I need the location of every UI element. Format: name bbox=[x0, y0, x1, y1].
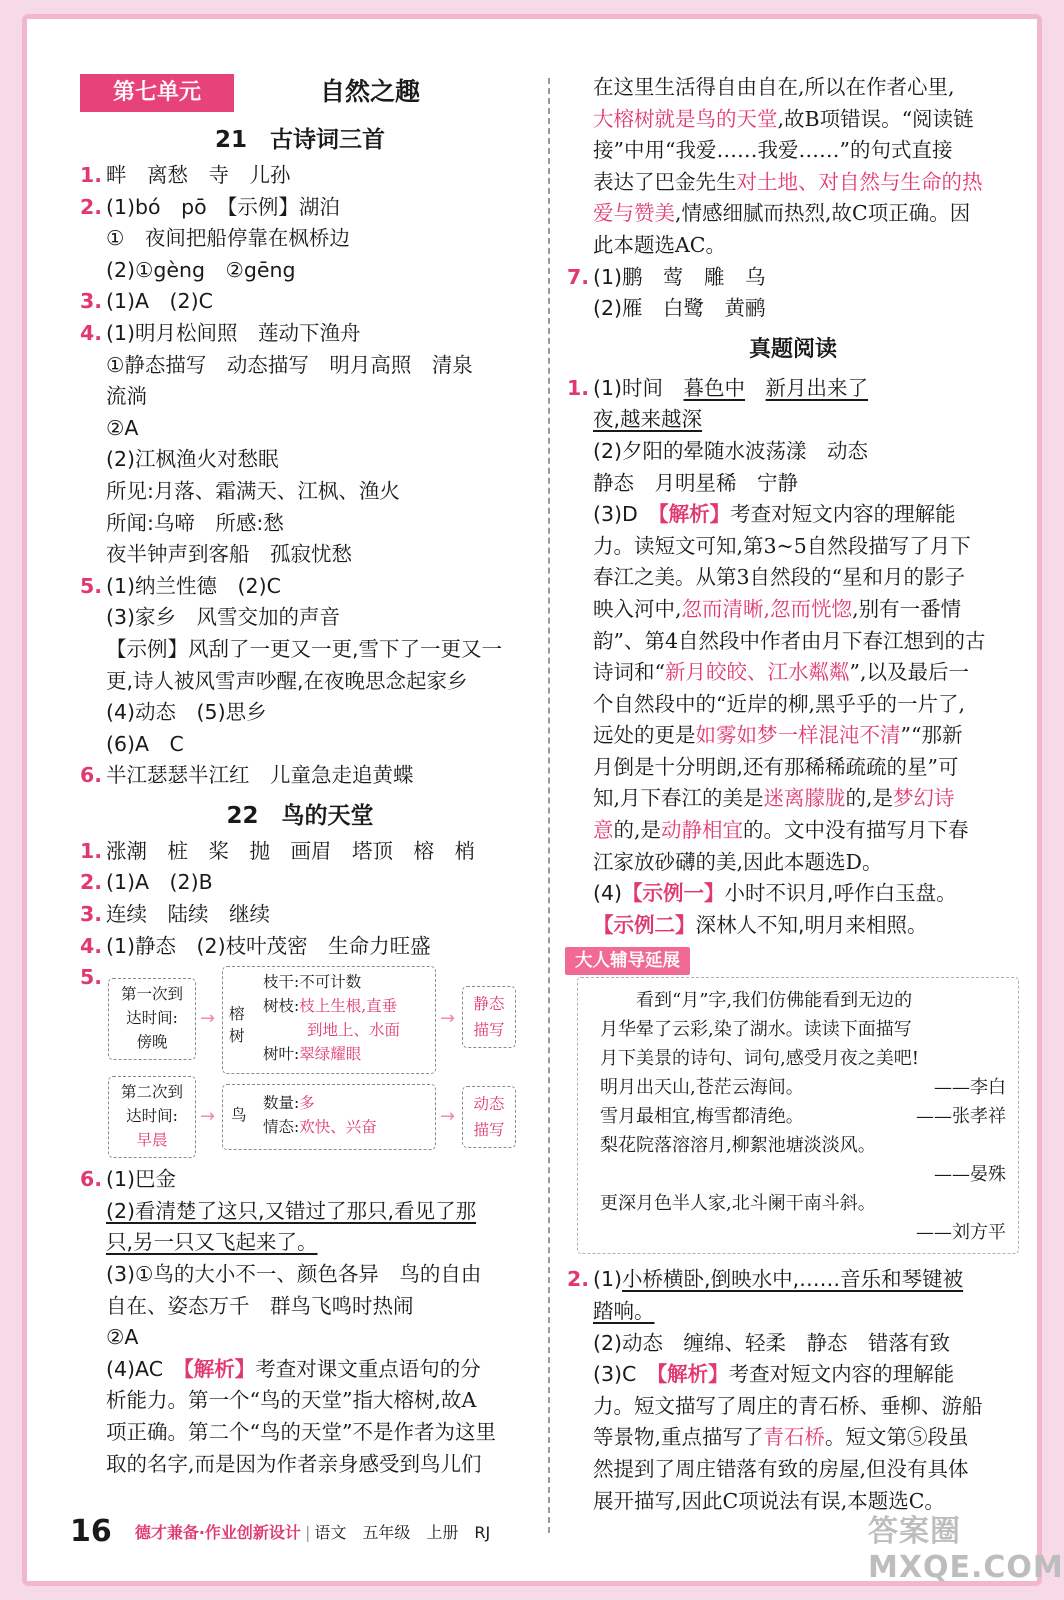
mood-label: 情态: bbox=[263, 1118, 300, 1137]
analysis-line: 接”中用“我爱……我爱……”的句式直接 bbox=[593, 138, 953, 163]
answer-line bbox=[80, 899, 520, 931]
leaf-text: 翠绿耀眼 bbox=[299, 1045, 362, 1064]
highlight-text: 大榕树就是鸟的天堂 bbox=[593, 106, 778, 131]
answer-line bbox=[80, 634, 520, 666]
highlight-text: 梦幻诗 bbox=[893, 786, 955, 811]
answer-text: 连续 陆续 继续 bbox=[106, 902, 270, 927]
answer-text: (4) bbox=[593, 881, 623, 906]
answer-text: (1)A (2)C bbox=[106, 289, 213, 314]
answer-line bbox=[80, 381, 520, 413]
answer-line bbox=[80, 867, 520, 899]
reading-section-title: 真题阅读 bbox=[748, 336, 837, 362]
lesson-22-title: 22 鸟的天堂 bbox=[226, 802, 374, 829]
question-number: 4. bbox=[80, 320, 103, 345]
extension-line: 月下美景的诗句、词句,感受月夜之美吧! bbox=[600, 1048, 919, 1070]
question-number: 2. bbox=[80, 194, 103, 219]
answer-text: (2)江枫渔火对愁眠 bbox=[106, 447, 279, 472]
analysis-line: 力。短文描写了周庄的青石桥、垂柳、游船 bbox=[593, 1393, 983, 1418]
question-number: 1. bbox=[80, 838, 103, 863]
highlight-text: 忽而清晰,忽而恍惚 bbox=[681, 596, 853, 621]
first-visit-time: 傍晚 bbox=[136, 1033, 168, 1052]
answer-text: ②A bbox=[106, 415, 139, 440]
poem-line: 梨花院落溶溶月,柳絮池塘淡淡风。 bbox=[600, 1135, 876, 1157]
answer-text: 夜半钟声到客船 孤寂忧愁 bbox=[106, 542, 352, 567]
question-number: 2. bbox=[567, 1267, 590, 1292]
question-number: 5. bbox=[80, 573, 103, 598]
analysis-text: 等景物,重点描写了 bbox=[593, 1425, 764, 1450]
answer-line: 静态 月明星稀 宁静 bbox=[593, 470, 798, 495]
second-visit-time: 早晨 bbox=[136, 1131, 168, 1150]
answer-text: ①静态描写 动态描写 明月高照 清泉 bbox=[106, 352, 473, 377]
answer-line bbox=[80, 539, 520, 571]
answer-underlined: 夜,越来越深 bbox=[593, 407, 703, 432]
highlight-text: 爱与赞美 bbox=[593, 201, 675, 226]
trunk-line: 枝干:不可计数 bbox=[263, 973, 362, 992]
answer-text: (1) bbox=[593, 1267, 623, 1292]
arrow-icon: → bbox=[440, 1008, 456, 1030]
answer-line bbox=[80, 729, 520, 761]
mood-text: 欢快、兴奋 bbox=[299, 1118, 377, 1137]
answer-text: (3)C bbox=[593, 1362, 657, 1387]
analysis-line: 展开描写,因此C项说法有误,本题选C。 bbox=[593, 1488, 945, 1513]
poem-author: ——刘方平 bbox=[916, 1222, 1006, 1244]
answer-text: 流淌 bbox=[106, 384, 147, 409]
answer-text: (3)家乡 风雪交加的声音 bbox=[106, 605, 341, 630]
unit-badge: 第七单元 bbox=[80, 74, 234, 112]
analysis-text: 表达了巴金先生 bbox=[593, 169, 737, 194]
second-visit-box bbox=[108, 1076, 196, 1158]
analysis-line: 取的名字,而是因为作者亲身感受到鸟儿们 bbox=[106, 1451, 482, 1476]
answer-text: (2)①gèng ②gēng bbox=[106, 257, 296, 282]
highlight-text: 动静相宜 bbox=[661, 818, 744, 843]
analysis-line: 在这里生活得自由自在,所以在作者心里, bbox=[593, 75, 955, 99]
analysis-text: 的,是 bbox=[845, 786, 894, 811]
answer-text: 更,诗人被风雪声吵醒,在夜晚思念起家乡 bbox=[106, 668, 468, 693]
highlight-text: 青石桥 bbox=[763, 1425, 826, 1450]
poem-line: 雪月最相宜,梅雪都清绝。 bbox=[600, 1106, 804, 1128]
answer-text: (1)bó pō 【示例】湖泊 bbox=[106, 194, 340, 219]
extension-box bbox=[577, 977, 1019, 1254]
leaf-label: 树叶: bbox=[263, 1045, 300, 1064]
second-visit-line-1: 第二次到 bbox=[120, 1083, 183, 1102]
answer-line: 只,另一只又飞起来了。 bbox=[106, 1230, 318, 1255]
highlight-text: 对土地、对自然与生命的热 bbox=[736, 169, 983, 194]
answer-text: (6)A C bbox=[106, 731, 184, 756]
branch-text-1: 枝上生根,直垂 bbox=[299, 997, 398, 1016]
answer-line bbox=[80, 476, 520, 508]
book-brand: 德才兼备·作业创新设计 bbox=[134, 1523, 301, 1542]
right-column bbox=[567, 72, 1019, 1517]
answer-line bbox=[80, 444, 520, 476]
arrow-icon: → bbox=[200, 1008, 216, 1030]
answer-line: (2)夕阳的晕随水波荡漾 动态 bbox=[593, 438, 869, 463]
answer-line bbox=[80, 160, 520, 192]
answer-line bbox=[80, 413, 520, 445]
analysis-text: 的。文中没有描写月下春 bbox=[743, 818, 969, 843]
banyan-box bbox=[222, 966, 436, 1074]
edition: RJ bbox=[474, 1523, 491, 1542]
question-number: 1. bbox=[80, 163, 103, 187]
answer-line: (2)雁 白鹭 黄鹂 bbox=[593, 296, 766, 321]
answer-text: (4)AC bbox=[106, 1356, 184, 1381]
answer-line bbox=[80, 760, 520, 792]
answer-line bbox=[80, 697, 520, 729]
answer-line bbox=[80, 192, 520, 224]
analysis-text: 诗词和“ bbox=[593, 660, 665, 685]
question-number: 6. bbox=[80, 1167, 103, 1192]
analysis-text: 考查对短文内容的理解能 bbox=[728, 1362, 955, 1387]
answer-text: 【示例】风刮了一更又一更,雪下了一更又一 bbox=[106, 636, 503, 661]
answer-line: (1)巴金 bbox=[106, 1167, 177, 1192]
question-number: 5. bbox=[80, 965, 103, 990]
first-visit-box bbox=[108, 978, 196, 1060]
answer-text: (1)A (2)B bbox=[106, 870, 213, 895]
answer-line bbox=[80, 350, 520, 382]
answer-underlined: 踏响。 bbox=[593, 1299, 655, 1324]
analysis-line: 然提到了周庄错落有致的房屋,但没有具体 bbox=[593, 1457, 969, 1481]
highlight-text: 新月皎皎、江水粼粼 bbox=[664, 660, 850, 685]
answer-line: 自在、姿态万千 群鸟飞鸣时热闹 bbox=[106, 1293, 414, 1318]
answer-line bbox=[80, 318, 520, 350]
question-number: 4. bbox=[80, 933, 103, 958]
answer-text: 畔 离愁 寺 儿孙 bbox=[106, 163, 291, 187]
answer-line bbox=[80, 571, 520, 603]
left-column bbox=[80, 72, 520, 1480]
bird-box bbox=[222, 1084, 436, 1150]
answer-line bbox=[80, 255, 520, 287]
analysis-line: 春江之美。从第3自然段的“星和月的影子 bbox=[593, 565, 966, 590]
poem-author: ——晏殊 bbox=[934, 1164, 1006, 1186]
first-visit-line-2: 达时间: bbox=[126, 1009, 178, 1028]
answer-underlined: 小桥横卧,倒映水中,……音乐和琴键被 bbox=[622, 1267, 964, 1292]
analysis-tag: 【解析】 bbox=[658, 502, 731, 527]
analysis-text: 考查对课文重点语句的分 bbox=[255, 1356, 481, 1381]
analysis-text: ”,以及最后一 bbox=[849, 660, 969, 685]
analysis-text: 映入河中, bbox=[593, 596, 682, 621]
banyan-label: 榕树 bbox=[229, 1005, 245, 1046]
answer-underlined: 新月出来了 bbox=[765, 375, 869, 400]
question-6 bbox=[80, 1164, 520, 1480]
extension-banner: 大人辅导延展 bbox=[565, 947, 690, 975]
qty-label: 数量: bbox=[263, 1094, 300, 1113]
answer-text: (1)明月松间照 莲动下渔舟 bbox=[106, 320, 361, 345]
answer-text: (1)纳兰性德 (2)C bbox=[106, 573, 281, 598]
reading-question-1 bbox=[567, 373, 1019, 942]
analysis-text: ,别有一番情 bbox=[852, 596, 962, 621]
answer-text: 所闻:乌啼 所感:愁 bbox=[106, 510, 284, 535]
column-divider bbox=[548, 78, 550, 1533]
answer-line: (2)动态 缠绵、轻柔 静态 错落有致 bbox=[593, 1330, 951, 1355]
static-desc-box: 静态描写 bbox=[462, 986, 516, 1048]
analysis-text: 知,月下春江的美是 bbox=[593, 786, 764, 811]
analysis-line: 月倒是十分明朗,还有那稀稀疏疏的星”可 bbox=[593, 754, 959, 779]
poem-author: ——李白 bbox=[934, 1077, 1006, 1099]
answer-line: (3)①鸟的大小不一、颜色各异 鸟的自由 bbox=[106, 1262, 482, 1287]
answer-text: 涨潮 桩 桨 抛 画眉 塔顶 榕 梢 bbox=[106, 838, 475, 863]
highlight-text: 意 bbox=[593, 818, 614, 843]
answer-text: 小时不识月,呼作白玉盘。 bbox=[724, 881, 957, 906]
poem-line: 更深月色半人家,北斗阑干南斗斜。 bbox=[600, 1193, 876, 1215]
answer-text: (1)静态 (2)枝叶茂密 生命力旺盛 bbox=[106, 933, 431, 958]
second-visit-line-2: 达时间: bbox=[126, 1107, 178, 1126]
answer-line: ②A bbox=[106, 1325, 139, 1350]
question-number: 2. bbox=[80, 870, 103, 895]
arrow-icon: → bbox=[440, 1106, 456, 1128]
footer-text: 德才兼备·作业创新设计 | 语文 五年级 上册 RJ bbox=[134, 1523, 491, 1542]
answer-line: (1)鹏 莺 雕 乌 bbox=[593, 264, 766, 289]
answer-underlined: 暮色中 bbox=[683, 375, 746, 400]
analysis-line: 江家放砂礴的美,因此本题选D。 bbox=[593, 849, 883, 874]
question-number: 1. bbox=[567, 375, 590, 400]
analysis-text: 。短文第⑤段虽 bbox=[825, 1425, 969, 1450]
unit-title: 自然之趣 bbox=[320, 77, 421, 106]
bird-label: 鸟 bbox=[231, 1106, 247, 1125]
page-number: 16 bbox=[70, 1514, 112, 1549]
analysis-text: ,故B项错误。“阅读链 bbox=[777, 106, 974, 131]
first-visit-line-1: 第一次到 bbox=[120, 985, 183, 1004]
analysis-text: 远处的更是 bbox=[593, 723, 696, 748]
branch-label: 树枝: bbox=[263, 997, 300, 1016]
answer-text: ① 夜间把船停靠在枫桥边 bbox=[106, 226, 350, 251]
answer-text: 半江瑟瑟半江红 儿童急走追黄蝶 bbox=[106, 763, 414, 788]
page-footer bbox=[70, 1514, 490, 1554]
lesson-22-answers bbox=[80, 836, 520, 962]
answer-line bbox=[80, 508, 520, 540]
watermark-logo: 答案圈 MXQE.COM bbox=[868, 1514, 1064, 1585]
analysis-tag: 【解析】 bbox=[656, 1362, 729, 1387]
arrow-icon: → bbox=[200, 1106, 216, 1128]
analysis-tag: 【解析】 bbox=[183, 1356, 256, 1381]
banyan-bird-diagram bbox=[80, 964, 520, 1162]
answer-line bbox=[80, 602, 520, 634]
poem-line: 明月出天山,苍茫云海间。 bbox=[600, 1077, 804, 1099]
example-tag: 【示例二】 bbox=[593, 912, 696, 937]
answer-line bbox=[80, 931, 520, 963]
analysis-line: 韵”、第4自然段中作者由月下春江想到的古 bbox=[593, 628, 986, 653]
answer-line bbox=[80, 286, 520, 318]
branch-text-2: 到地上、水面 bbox=[307, 1021, 401, 1040]
answer-text: 深林人不知,明月来相照。 bbox=[695, 912, 928, 937]
highlight-text: 如雾如梦一样混沌不清 bbox=[695, 723, 901, 748]
analysis-continued bbox=[567, 72, 1019, 262]
term: 上册 bbox=[426, 1523, 459, 1542]
analysis-text: 考查对短文内容的理解能 bbox=[730, 502, 956, 527]
answer-line: (2)看清楚了这只,又错过了那只,看见了那 bbox=[106, 1198, 477, 1223]
analysis-text: 的,是 bbox=[613, 818, 662, 843]
highlight-text: 迷离朦胧 bbox=[763, 786, 846, 811]
analysis-line: 力。读短文可知,第3~5自然段描写了月下 bbox=[593, 533, 971, 558]
answer-text: (3)D bbox=[593, 502, 659, 527]
answer-line bbox=[80, 836, 520, 868]
analysis-text: ,情感细腻而热烈,故C项正确。因 bbox=[675, 201, 971, 226]
reading-question-2 bbox=[567, 1264, 1019, 1517]
grade: 五年级 bbox=[362, 1523, 411, 1542]
poem-author: ——张孝祥 bbox=[916, 1106, 1006, 1128]
answer-line bbox=[80, 223, 520, 255]
lesson-21-answers bbox=[80, 160, 520, 792]
analysis-line: 此本题选AC。 bbox=[593, 232, 726, 257]
dynamic-desc-box: 动态描写 bbox=[462, 1086, 516, 1148]
analysis-text: ”“那新 bbox=[900, 723, 963, 748]
answer-text: (4)动态 (5)思乡 bbox=[106, 700, 267, 725]
analysis-line: 析能力。第一个“鸟的天堂”指大榕树,故A bbox=[106, 1388, 477, 1413]
extension-line: 看到“月”字,我们仿佛能看到无边的 bbox=[636, 990, 913, 1012]
answer-text: 所见:月落、霜满天、江枫、渔火 bbox=[106, 478, 400, 503]
question-number: 3. bbox=[80, 289, 103, 314]
analysis-line: 个自然段中的“近岸的柳,黑乎乎的一片了, bbox=[593, 691, 966, 716]
question-number: 7. bbox=[567, 264, 590, 289]
subject: 语文 bbox=[314, 1523, 347, 1542]
question-number: 6. bbox=[80, 763, 103, 788]
qty-text: 多 bbox=[299, 1094, 315, 1113]
lesson-21-title: 21 古诗词三首 bbox=[214, 127, 385, 153]
unit-header bbox=[80, 72, 520, 116]
question-number: 3. bbox=[80, 902, 103, 927]
extension-line: 月华晕了云彩,染了湖水。读读下面描写 bbox=[600, 1019, 912, 1041]
answer-line bbox=[80, 666, 520, 698]
example-tag: 【示例一】 bbox=[622, 881, 725, 906]
analysis-line: 项正确。第二个“鸟的天堂”不是作者为这里 bbox=[106, 1420, 496, 1444]
answer-text: (1)时间 bbox=[593, 375, 684, 400]
answer-space bbox=[745, 376, 766, 400]
